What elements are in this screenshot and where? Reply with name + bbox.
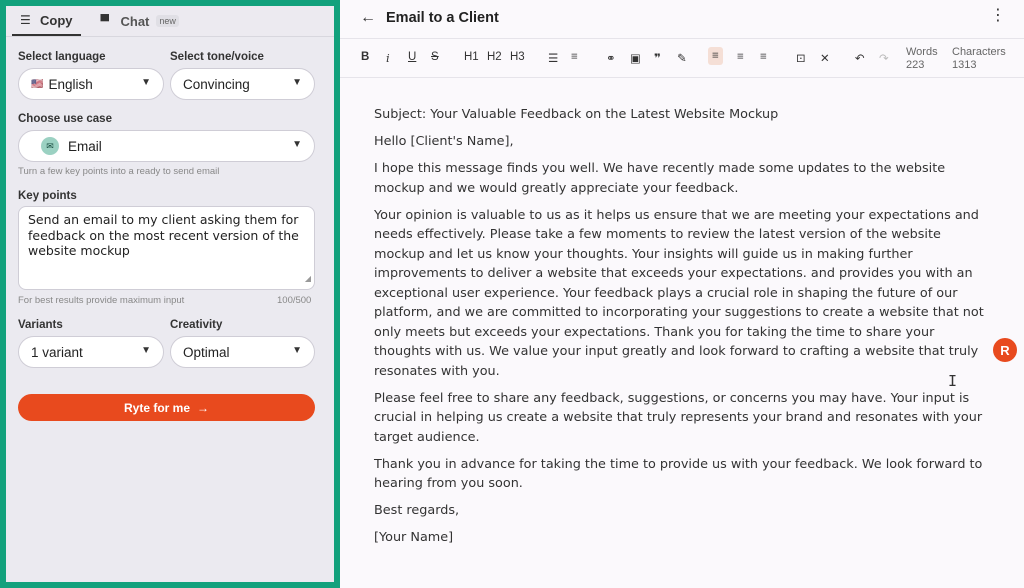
text-cursor-icon: I [948, 372, 958, 390]
paragraph: Thank you in advance for taking the time to provide us with your feedback. We look forward to hearing from you soon. [374, 456, 983, 491]
panel-tabs [6, 6, 334, 37]
email-body[interactable] [374, 105, 994, 555]
ryte-for-me-button[interactable] [18, 394, 315, 421]
tab-chat-label: Chat [120, 13, 150, 29]
heading3-button[interactable]: H3 [510, 51, 525, 63]
use-case-select[interactable] [18, 130, 315, 162]
tone-value: Convincing [183, 76, 250, 92]
paragraph: Your opinion is valuable to us as it helps us ensure that we are meeting your expectations and needs effectively. Please take a few moments to review the latest version of the website mockup and let us know your thoughts. Your insights will guide us in making further improvements to deliver a website that exceeds your expectations. and provides you with an exceptional user experience. Your feedback plays a crucial role in shaping the future of our platform, and we are committed to incorporating your suggestions to create a website that not only meets but exceeds your expectations. Thank you for taking the time to share your thoughts with us. We value your input greatly and look forward to crafting a website that truly resonates with you. [374, 207, 984, 379]
word-count [906, 46, 938, 72]
numbered-list-icon[interactable]: ≡ [571, 51, 578, 63]
undo-icon[interactable]: ↶ [855, 53, 865, 65]
editor-header [340, 0, 1024, 36]
quote-icon[interactable]: ❞ [654, 53, 661, 65]
language-select[interactable] [18, 68, 164, 100]
tab-chat[interactable] [93, 6, 187, 36]
tab-copy[interactable] [12, 6, 81, 36]
redo-icon[interactable]: ↷ [879, 53, 889, 65]
new-badge: new [156, 15, 179, 27]
tab-copy-label: Copy [40, 12, 73, 28]
language-label: Select language [18, 51, 106, 63]
words-value: 223 [906, 59, 925, 71]
us-flag-icon: 🇺🇸 [31, 78, 44, 90]
paragraph: I hope this message finds you well. We have recently made some updates to the website mockup and we would greatly appreciate your feedback. [374, 161, 946, 196]
chevron-down-icon: ▼ [292, 77, 302, 88]
use-case-label: Choose use case [18, 113, 112, 125]
tone-label: Select tone/voice [170, 51, 264, 63]
paragraph: Hello [Client's Name], [374, 134, 514, 149]
character-count [952, 46, 1006, 72]
italic-button[interactable]: i [386, 51, 390, 65]
tone-select[interactable] [170, 68, 315, 100]
paragraph: [Your Name] [374, 530, 454, 545]
editor-pane [340, 0, 1024, 588]
resize-handle-icon[interactable]: ◢ [304, 273, 311, 283]
variants-value: 1 variant [31, 344, 83, 360]
use-case-value: Email [68, 138, 102, 154]
chevron-down-icon: ▼ [141, 345, 151, 356]
variants-label: Variants [18, 319, 63, 331]
chevron-down-icon: ▼ [141, 77, 151, 88]
characters-value: 1313 [952, 59, 977, 71]
creativity-select[interactable] [170, 336, 315, 368]
link-icon[interactable]: ⚭ [606, 53, 616, 65]
strikethrough-button[interactable]: S [431, 51, 439, 63]
key-points-label: Key points [18, 190, 77, 202]
variants-select[interactable] [18, 336, 164, 368]
chevron-down-icon: ▼ [292, 345, 302, 356]
key-points-count: 100/500 [277, 295, 312, 306]
key-points-input[interactable] [18, 206, 315, 290]
bullet-list-icon[interactable]: ☰ [548, 53, 559, 65]
email-icon: ✉ [41, 137, 59, 155]
creativity-label: Creativity [170, 319, 223, 331]
paragraph: Please feel free to share any feedback, suggestions, or concerns you may have. Your input is crucial in helping us create a website that truly represents your brand and resonates with your target audience. [374, 390, 983, 445]
language-value: English [48, 76, 93, 92]
heading2-button[interactable]: H2 [487, 51, 502, 63]
copy-panel [0, 0, 340, 588]
characters-label: Characters [952, 46, 1006, 58]
ryte-button-label: Ryte for me [123, 400, 191, 415]
underline-button[interactable]: U [408, 51, 417, 63]
embed-icon[interactable]: ⊡ [796, 53, 806, 65]
use-case-hint: Turn a few key points into a ready to send email [18, 166, 220, 177]
formatting-toolbar [340, 38, 1024, 78]
image-icon[interactable]: ▣ [630, 53, 641, 65]
menu-icon: ☰ [20, 13, 31, 27]
words-label: Words [906, 46, 938, 58]
key-points-hint: For best results provide maximum input [18, 295, 185, 306]
document-title: Email to a Client [386, 10, 499, 26]
heading1-button[interactable]: H1 [464, 51, 479, 63]
chevron-down-icon: ▼ [292, 139, 302, 150]
paragraph: Best regards, [374, 503, 460, 518]
align-right-icon[interactable]: ≡ [760, 51, 767, 63]
highlight-pen-icon[interactable]: ✎ [677, 53, 687, 65]
more-options-icon[interactable]: ⋮ [990, 7, 1006, 24]
arrow-right-icon: → [197, 400, 210, 415]
back-arrow-icon[interactable]: ← [360, 9, 376, 26]
key-points-text: Send an email to my client asking them for feedback on the most recent version of the website mockup [28, 212, 299, 258]
clear-format-icon[interactable]: ✕ [820, 53, 830, 65]
rytr-assistant-button[interactable]: R [993, 338, 1017, 362]
bold-button[interactable]: B [361, 51, 370, 63]
creativity-value: Optimal [183, 344, 230, 360]
align-center-icon[interactable]: ≡ [737, 51, 744, 63]
chat-bubble-icon: ▀ [100, 14, 110, 28]
paragraph: Subject: Your Valuable Feedback on the Latest Website Mockup [374, 107, 779, 122]
align-left-icon[interactable]: ≡ [708, 47, 723, 65]
